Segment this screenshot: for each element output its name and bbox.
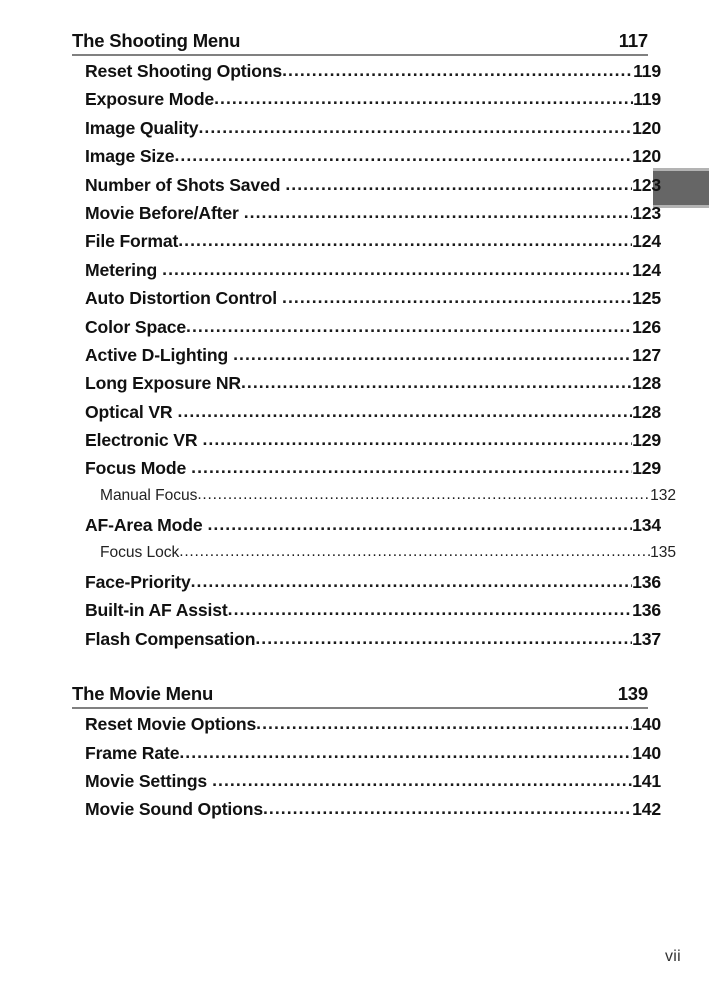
toc-entry-label: Exposure Mode <box>85 89 215 110</box>
toc-entry[interactable] <box>72 430 661 458</box>
dot-leader <box>162 260 632 280</box>
toc-entry-page-number: 137 <box>632 628 661 649</box>
toc-entry[interactable] <box>72 600 661 628</box>
toc-entry[interactable] <box>72 544 676 572</box>
dot-leader <box>282 288 632 308</box>
dot-leader <box>174 146 632 166</box>
toc-entry-page-number: 123 <box>632 202 661 223</box>
toc-entry-label: Active D-Lighting <box>85 344 229 365</box>
toc-entry-label: Movie Sound Options <box>85 799 263 820</box>
toc-entry-page-number: 123 <box>632 174 661 195</box>
toc-entry-label: Built-in AF Assist <box>85 600 228 621</box>
toc-entry-label: Face-Priority <box>85 572 191 593</box>
dot-leader <box>285 175 632 195</box>
dot-leader <box>241 373 632 393</box>
toc-entry[interactable] <box>72 629 661 657</box>
toc-entry-page-number: 127 <box>632 344 661 365</box>
toc-entry-page-number: 128 <box>632 373 661 394</box>
toc-entry[interactable] <box>72 345 661 373</box>
toc-entry[interactable] <box>72 799 661 827</box>
toc-entry-label: File Format <box>85 231 179 252</box>
toc-entry[interactable] <box>72 203 661 231</box>
toc-entry-page-number: 128 <box>632 401 661 422</box>
section-rule <box>72 707 648 709</box>
toc-entry-page-number: 124 <box>632 231 661 252</box>
toc-entry-label: Auto Distortion Control <box>85 288 277 309</box>
dot-leader <box>256 714 632 734</box>
toc-entry[interactable] <box>72 146 661 174</box>
toc-entry-label: Reset Movie Options <box>85 714 257 735</box>
toc-entry-label: Image Quality <box>85 117 199 138</box>
dot-leader <box>179 743 632 763</box>
toc-entry-page-number: 136 <box>632 572 661 593</box>
toc-entry[interactable] <box>72 175 661 203</box>
toc-entry[interactable] <box>72 118 661 146</box>
dot-leader <box>186 317 632 337</box>
dot-leader <box>244 203 632 223</box>
toc-entry-label: Manual Focus <box>100 486 198 504</box>
toc-entry[interactable] <box>72 317 661 345</box>
dot-leader <box>179 544 650 561</box>
dot-leader <box>228 600 632 620</box>
toc-entry[interactable] <box>72 771 661 799</box>
chapter-thumb-tab <box>653 168 709 208</box>
toc-entry[interactable] <box>72 743 661 771</box>
page-folio: vii <box>664 948 681 965</box>
toc-section <box>72 683 661 828</box>
toc-entry-list <box>72 714 661 828</box>
toc-entry[interactable] <box>72 487 676 515</box>
section-heading-title: The Movie Menu <box>72 683 214 705</box>
toc-entry-page-number: 136 <box>632 600 661 621</box>
toc-entry-page-number: 140 <box>632 714 661 735</box>
toc-entry-label: Color Space <box>85 316 187 337</box>
dot-leader <box>214 89 633 109</box>
section-rule <box>72 54 648 56</box>
toc-entry-label: Image Size <box>85 146 175 167</box>
section-heading-page: 117 <box>618 30 648 51</box>
toc-entry-label: AF-Area Mode <box>85 515 203 536</box>
toc-entry[interactable] <box>72 572 661 600</box>
toc-entry-page-number: 142 <box>632 799 661 820</box>
section-heading[interactable] <box>72 683 648 707</box>
toc-entry-label: Flash Compensation <box>85 628 256 649</box>
toc-entry-page-number: 126 <box>632 316 661 337</box>
toc-entry[interactable] <box>72 260 661 288</box>
toc-entry-label: Optical VR <box>85 401 173 422</box>
toc-entry[interactable] <box>72 402 661 430</box>
dot-leader <box>282 61 633 81</box>
toc-entry-page-number: 141 <box>632 770 661 791</box>
toc-entry-list <box>72 61 676 657</box>
toc-entry[interactable] <box>72 458 661 486</box>
toc-entry[interactable] <box>72 231 661 259</box>
toc-entry-label: Electronic VR <box>85 430 198 451</box>
toc-entry-page-number: 125 <box>632 288 661 309</box>
toc-entry-page-number: 120 <box>632 146 661 167</box>
dot-leader <box>263 799 632 819</box>
toc-entry-label: Focus Lock <box>100 543 180 561</box>
section-heading-page: 139 <box>617 683 648 705</box>
toc-content <box>72 30 676 828</box>
toc-entry[interactable] <box>72 89 661 117</box>
toc-entry[interactable] <box>72 373 661 401</box>
toc-entry-label: Long Exposure NR <box>85 373 241 394</box>
toc-entry[interactable] <box>72 714 661 742</box>
toc-entry-label: Movie Settings <box>85 770 208 791</box>
toc-entry-page-number: 132 <box>650 486 676 504</box>
section-heading-title: The Shooting Menu <box>72 30 241 51</box>
toc-entry-page-number: 119 <box>633 61 661 81</box>
toc-entry-page-number: 124 <box>632 259 661 280</box>
toc-entry-page-number: 119 <box>633 89 661 110</box>
dot-leader <box>233 345 632 365</box>
dot-leader <box>255 629 632 649</box>
toc-entry-label: Metering <box>85 259 158 280</box>
section-heading[interactable] <box>72 30 648 54</box>
toc-entry-page-number: 140 <box>632 742 661 763</box>
toc-entry[interactable] <box>72 515 661 543</box>
dot-leader <box>191 572 632 592</box>
dot-leader <box>197 487 650 504</box>
toc-entry-page-number: 120 <box>632 117 661 138</box>
dot-leader <box>191 458 632 478</box>
toc-entry-label: Reset Shooting Options <box>85 61 283 81</box>
toc-section <box>72 30 676 657</box>
toc-entry[interactable] <box>72 61 661 89</box>
toc-entry-page-number: 129 <box>632 430 661 451</box>
toc-entry-label: Number of Shots Saved <box>85 174 281 195</box>
dot-leader <box>178 231 632 251</box>
toc-entry-label: Frame Rate <box>85 742 180 763</box>
dot-leader <box>198 118 632 138</box>
dot-leader <box>177 402 632 422</box>
dot-leader <box>202 430 632 450</box>
toc-entry-page-number: 129 <box>632 458 661 479</box>
dot-leader <box>212 771 632 791</box>
dot-leader <box>207 515 632 535</box>
toc-entry-label: Movie Before/After <box>85 202 239 223</box>
toc-entry-label: Focus Mode <box>85 458 187 479</box>
toc-entry-page-number: 135 <box>650 543 676 561</box>
toc-entry-page-number: 134 <box>632 515 661 536</box>
toc-entry[interactable] <box>72 288 661 316</box>
